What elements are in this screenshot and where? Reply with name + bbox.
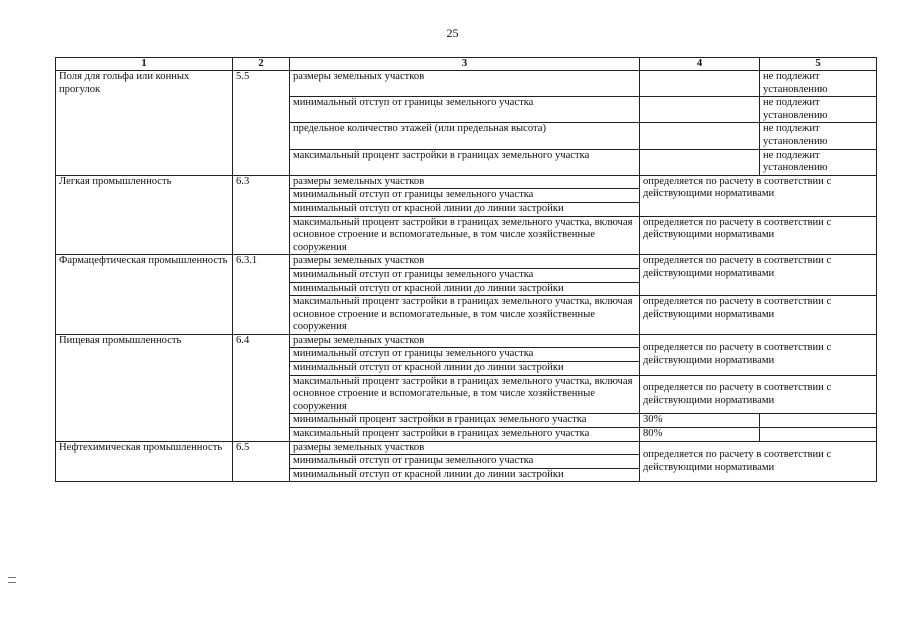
column-header: 5 — [760, 58, 877, 71]
parameter-cell: размеры земельных участков — [290, 334, 640, 348]
column-header: 2 — [233, 58, 290, 71]
use-type-cell: Нефтехимическая промышленность — [56, 441, 233, 482]
parameter-cell: размеры земельных участков — [290, 255, 640, 269]
use-type-cell: Пищевая промышленность — [56, 334, 233, 441]
use-type-cell: Фармацефтическая промышленность — [56, 255, 233, 335]
parameter-cell: размеры земельных участков — [290, 71, 640, 97]
table-row — [56, 175, 877, 189]
use-code-cell: 6.5 — [233, 441, 290, 482]
table-row — [56, 441, 877, 455]
column-header: 3 — [290, 58, 640, 71]
column-header: 1 — [56, 58, 233, 71]
scan-edge-mark — [8, 577, 16, 583]
value-cell: определяется по расчету в соответствии с действующими нормативами — [640, 375, 877, 414]
table-row — [56, 255, 877, 269]
value-cell: определяется по расчету в соответствии с действующими нормативами — [640, 441, 877, 482]
use-code-cell: 6.3.1 — [233, 255, 290, 335]
value-cell-empty — [640, 123, 760, 149]
use-type-cell: Поля для гольфа или конных прогулок — [56, 71, 233, 176]
value-cell: определяется по расчету в соответствии с действующими нормативами — [640, 334, 877, 375]
value-cell-empty — [640, 71, 760, 97]
use-code-cell: 6.4 — [233, 334, 290, 441]
parameter-cell: минимальный отступ от границы земельного участка — [290, 455, 640, 469]
parameter-cell: минимальный отступ от красной линии до линии застройки — [290, 468, 640, 482]
parameter-cell: минимальный отступ от красной линии до линии застройки — [290, 362, 640, 376]
parameter-cell: минимальный отступ от красной линии до линии застройки — [290, 202, 640, 216]
value-cell: не подлежит установлению — [760, 97, 877, 123]
table-row — [56, 71, 877, 97]
parameter-cell: максимальный процент застройки в границах земельного участка — [290, 149, 640, 175]
value-cell-empty — [640, 97, 760, 123]
value-cell: определяется по расчету в соответствии с действующими нормативами — [640, 296, 877, 335]
parameter-cell: минимальный отступ от границы земельного участка — [290, 268, 640, 282]
value-cell-empty — [760, 428, 877, 442]
value-cell: не подлежит установлению — [760, 149, 877, 175]
value-cell: определяется по расчету в соответствии с действующими нормативами — [640, 175, 877, 216]
value-cell-empty — [640, 149, 760, 175]
parameter-cell: максимальный процент застройки в границах земельного участка, включая основное строение и вспомогательные, в том числе хозяйственные сооружения — [290, 296, 640, 335]
parameter-cell: минимальный отступ от границы земельного участка — [290, 97, 640, 123]
parameter-cell: размеры земельных участков — [290, 441, 640, 455]
parameter-cell: максимальный процент застройки в границах земельного участка, включая основное строение и вспомогательные, в том числе хозяйственные сооружения — [290, 216, 640, 255]
parameter-cell: предельное количество этажей (или предельная высота) — [290, 123, 640, 149]
parameter-cell: минимальный отступ от границы земельного участка — [290, 189, 640, 203]
value-cell-empty — [760, 414, 877, 428]
value-cell: 30% — [640, 414, 760, 428]
parameter-cell: минимальный отступ от красной линии до линии застройки — [290, 282, 640, 296]
value-cell: не подлежит установлению — [760, 71, 877, 97]
header-row — [56, 58, 877, 71]
use-code-cell: 5.5 — [233, 71, 290, 176]
regulations-table — [55, 57, 877, 482]
value-cell: определяется по расчету в соответствии с действующими нормативами — [640, 255, 877, 296]
table-row — [56, 334, 877, 348]
use-type-cell: Легкая промышленность — [56, 175, 233, 255]
parameter-cell: максимальный процент застройки в границах земельного участка, включая основное строение и вспомогательные, в том числе хозяйственные сооружения — [290, 375, 640, 414]
use-code-cell: 6.3 — [233, 175, 290, 255]
parameter-cell: размеры земельных участков — [290, 175, 640, 189]
page-number: 25 — [446, 26, 459, 40]
parameter-cell: минимальный отступ от границы земельного участка — [290, 348, 640, 362]
value-cell: не подлежит установлению — [760, 123, 877, 149]
parameter-cell: минимальный процент застройки в границах земельного участка — [290, 414, 640, 428]
column-header: 4 — [640, 58, 760, 71]
value-cell: 80% — [640, 428, 760, 442]
value-cell: определяется по расчету в соответствии с действующими нормативами — [640, 216, 877, 255]
parameter-cell: максимальный процент застройки в границах земельного участка — [290, 428, 640, 442]
